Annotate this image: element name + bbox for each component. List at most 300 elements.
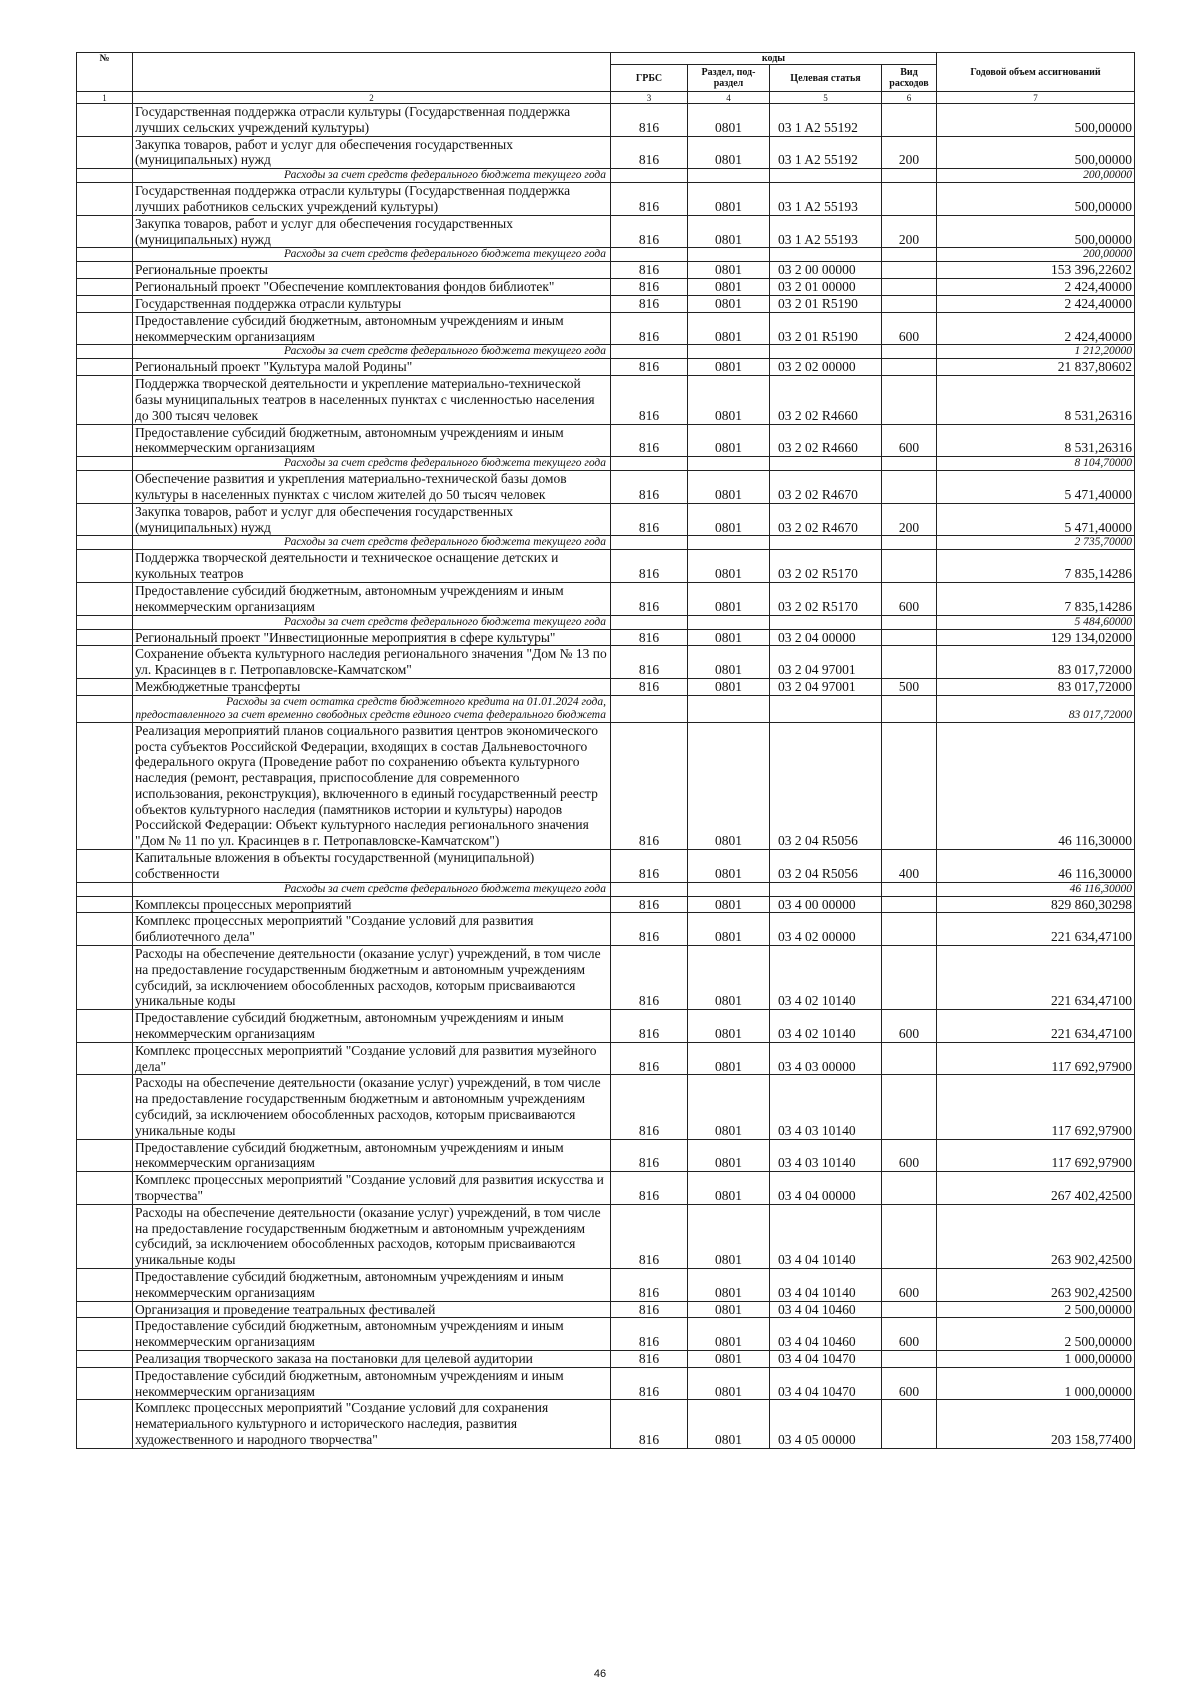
cell-name: Обеспечение развития и укрепления материально-технической базы домов культуры в населенных пунктах с числом жителей до 50 тысяч человек xyxy=(133,471,611,504)
cell-razdel: 0801 xyxy=(688,183,770,216)
cell-grbs: 816 xyxy=(611,1075,688,1139)
cell-name: Предоставление субсидий бюджетным, автономным учреждениям и иным некоммерческим организациям xyxy=(133,1010,611,1043)
cell-amount: 5 471,40000 xyxy=(937,471,1135,504)
cell-amount: 46 116,30000 xyxy=(937,882,1135,896)
cell-grbs: 816 xyxy=(611,1318,688,1351)
cell-name: Региональный проект "Инвестиционные мероприятия в сфере культуры" xyxy=(133,629,611,646)
cell-number xyxy=(77,279,133,296)
table-row xyxy=(77,104,1135,137)
cell-name: Комплексы процессных мероприятий xyxy=(133,896,611,913)
cell-amount: 263 902,42500 xyxy=(937,1204,1135,1268)
cell-razdel: 0801 xyxy=(688,1367,770,1400)
cell-name: Региональные проекты xyxy=(133,262,611,279)
table-row xyxy=(77,1400,1135,1448)
cell-grbs: 816 xyxy=(611,359,688,376)
cell-amount: 2 735,70000 xyxy=(937,536,1135,550)
cell-expense-type: 600 xyxy=(882,1318,937,1351)
cell-target-article: 03 4 02 00000 xyxy=(770,913,882,946)
cell-amount: 117 692,97900 xyxy=(937,1042,1135,1075)
cell-number xyxy=(77,345,133,359)
funding-note-row xyxy=(77,248,1135,262)
cell-razdel: 0801 xyxy=(688,582,770,615)
cell-name: Закупка товаров, работ и услуг для обеспечения государственных (муниципальных) нужд xyxy=(133,136,611,169)
cell-expense-type: 500 xyxy=(882,678,937,695)
cell-grbs: 816 xyxy=(611,1301,688,1318)
cell-expense-type: 600 xyxy=(882,1139,937,1172)
cell-target-article: 03 2 01 00000 xyxy=(770,279,882,296)
cell-target-article: 03 1 A2 55193 xyxy=(770,183,882,216)
cell-name: Предоставление субсидий бюджетным, автономным учреждениям и иным некоммерческим организациям xyxy=(133,582,611,615)
cell-target-article: 03 2 01 R5190 xyxy=(770,312,882,345)
cell-amount: 8 531,26316 xyxy=(937,376,1135,424)
cell-number xyxy=(77,629,133,646)
cell-razdel: 0801 xyxy=(688,262,770,279)
cell-name: Комплекс процессных мероприятий "Создание условий для развития искусства и творчества" xyxy=(133,1172,611,1205)
cell-grbs: 816 xyxy=(611,279,688,296)
cell-name: Предоставление субсидий бюджетным, автономным учреждениям и иным некоммерческим организациям xyxy=(133,424,611,457)
cell-name: Предоставление субсидий бюджетным, автономным учреждениям и иным некоммерческим организациям xyxy=(133,312,611,345)
cell-expense-type xyxy=(882,1172,937,1205)
cell-name: Расходы за счет средств федерального бюджета текущего года xyxy=(133,345,611,359)
cell-amount: 500,00000 xyxy=(937,136,1135,169)
cell-grbs xyxy=(611,536,688,550)
cell-name: Реализация творческого заказа на постановки для целевой аудитории xyxy=(133,1350,611,1367)
cell-amount: 500,00000 xyxy=(937,183,1135,216)
header-amount: Годовой объем ассигнований xyxy=(937,53,1135,92)
cell-amount: 153 396,22602 xyxy=(937,262,1135,279)
cell-expense-type xyxy=(882,248,937,262)
cell-number xyxy=(77,183,133,216)
cell-name: Реализация мероприятий планов социального развития центров экономического роста субъектов Российской Федерации, входящих в состав Дальневосточного федерального округа (Проведение работ по сохранению объекта культурного наследия (ремонт, реставрация, приспособление для современного использования, реконструкция), включенного в единый государственный реестр объектов культурного наследия (памятников истории и культуры) народов Российской Федерации: Объект культурного наследия регионального значения "Дом № 11 по ул. Красинцев в г. Петропавловске-Камчатском") xyxy=(133,722,611,849)
cell-number xyxy=(77,471,133,504)
cell-expense-type: 600 xyxy=(882,424,937,457)
cell-razdel: 0801 xyxy=(688,646,770,679)
cell-target-article: 03 2 01 R5190 xyxy=(770,295,882,312)
cell-razdel xyxy=(688,882,770,896)
cell-number xyxy=(77,424,133,457)
cell-grbs: 816 xyxy=(611,183,688,216)
cell-name: Поддержка творческой деятельности и укрепление материально-технической базы муниципальных театров в населенных пунктах с численностью населения до 300 тысяч человек xyxy=(133,376,611,424)
cell-number xyxy=(77,896,133,913)
cell-expense-type xyxy=(882,1075,937,1139)
cell-expense-type xyxy=(882,913,937,946)
cell-target-article: 03 2 00 00000 xyxy=(770,262,882,279)
cell-amount: 117 692,97900 xyxy=(937,1075,1135,1139)
table-body xyxy=(77,104,1135,1449)
cell-number xyxy=(77,536,133,550)
funding-note-row xyxy=(77,536,1135,550)
cell-name: Комплекс процессных мероприятий "Создание условий для развития библиотечного дела" xyxy=(133,913,611,946)
cell-expense-type xyxy=(882,279,937,296)
table-row xyxy=(77,279,1135,296)
cell-razdel xyxy=(688,536,770,550)
cell-name: Предоставление субсидий бюджетным, автономным учреждениям и иным некоммерческим организациям xyxy=(133,1318,611,1351)
header-row-top xyxy=(77,53,1135,65)
cell-expense-type xyxy=(882,1042,937,1075)
cell-grbs: 816 xyxy=(611,503,688,536)
cell-number xyxy=(77,615,133,629)
col-number-1: 1 xyxy=(77,92,133,104)
cell-name: Расходы на обеспечение деятельности (оказание услуг) учреждений, в том числе на предоставление государственным бюджетным и автономным учреждениям субсидий, за исключением обособленных расходов, которым присваиваются уникальные коды xyxy=(133,1204,611,1268)
cell-name: Расходы на обеспечение деятельности (оказание услуг) учреждений, в том числе на предоставление государственным бюджетным и автономным учреждениям субсидий, за исключением обособленных расходов, которым присваиваются уникальные коды xyxy=(133,946,611,1010)
cell-expense-type: 200 xyxy=(882,136,937,169)
col-number-2: 2 xyxy=(133,92,611,104)
funding-note-row xyxy=(77,882,1135,896)
cell-grbs: 816 xyxy=(611,1269,688,1302)
cell-name: Расходы за счет средств федерального бюджета текущего года xyxy=(133,615,611,629)
funding-note-row xyxy=(77,615,1135,629)
cell-grbs: 816 xyxy=(611,295,688,312)
cell-target-article: 03 4 04 10470 xyxy=(770,1367,882,1400)
cell-grbs: 816 xyxy=(611,104,688,137)
cell-grbs xyxy=(611,169,688,183)
cell-target-article xyxy=(770,345,882,359)
cell-expense-type: 200 xyxy=(882,503,937,536)
cell-amount: 221 634,47100 xyxy=(937,913,1135,946)
cell-target-article xyxy=(770,882,882,896)
table-row xyxy=(77,850,1135,883)
table-row xyxy=(77,424,1135,457)
col-number-3: 3 xyxy=(611,92,688,104)
cell-grbs: 816 xyxy=(611,312,688,345)
cell-expense-type xyxy=(882,295,937,312)
cell-expense-type xyxy=(882,615,937,629)
cell-name: Организация и проведение театральных фестивалей xyxy=(133,1301,611,1318)
cell-razdel xyxy=(688,345,770,359)
cell-number xyxy=(77,457,133,471)
cell-number xyxy=(77,1042,133,1075)
col-number-6: 6 xyxy=(882,92,937,104)
cell-grbs: 816 xyxy=(611,1010,688,1043)
cell-grbs: 816 xyxy=(611,215,688,248)
cell-amount: 500,00000 xyxy=(937,104,1135,137)
cell-amount: 1 212,20000 xyxy=(937,345,1135,359)
cell-number xyxy=(77,104,133,137)
cell-target-article: 03 2 02 R5170 xyxy=(770,550,882,583)
cell-target-article: 03 4 04 10140 xyxy=(770,1269,882,1302)
cell-expense-type xyxy=(882,1204,937,1268)
cell-amount: 829 860,30298 xyxy=(937,896,1135,913)
col-number-7: 7 xyxy=(937,92,1135,104)
header-grbs: ГРБС xyxy=(611,65,688,92)
cell-amount: 2 500,00000 xyxy=(937,1318,1135,1351)
cell-grbs: 816 xyxy=(611,1139,688,1172)
cell-grbs: 816 xyxy=(611,471,688,504)
cell-name: Региональный проект "Культура малой Родины" xyxy=(133,359,611,376)
cell-razdel: 0801 xyxy=(688,1400,770,1448)
header-codes: коды xyxy=(611,53,937,65)
cell-razdel: 0801 xyxy=(688,1075,770,1139)
cell-expense-type xyxy=(882,896,937,913)
cell-target-article: 03 2 02 00000 xyxy=(770,359,882,376)
cell-grbs: 816 xyxy=(611,913,688,946)
cell-amount: 5 471,40000 xyxy=(937,503,1135,536)
cell-grbs: 816 xyxy=(611,850,688,883)
header-razdel: Раздел, под-раздел xyxy=(688,65,770,92)
cell-razdel xyxy=(688,615,770,629)
table-row xyxy=(77,1139,1135,1172)
cell-number xyxy=(77,262,133,279)
cell-amount: 129 134,02000 xyxy=(937,629,1135,646)
cell-target-article: 03 2 02 R5170 xyxy=(770,582,882,615)
cell-grbs: 816 xyxy=(611,424,688,457)
cell-target-article: 03 2 02 R4660 xyxy=(770,424,882,457)
cell-grbs xyxy=(611,695,688,722)
cell-razdel: 0801 xyxy=(688,503,770,536)
budget-table xyxy=(76,52,1135,1449)
cell-name: Расходы за счет средств федерального бюджета текущего года xyxy=(133,882,611,896)
cell-name: Комплекс процессных мероприятий "Создание условий для сохранения нематериального культурного и исторического наследия, развития художественного и народного творчества" xyxy=(133,1400,611,1448)
cell-expense-type: 600 xyxy=(882,1010,937,1043)
cell-amount: 21 837,80602 xyxy=(937,359,1135,376)
cell-grbs: 816 xyxy=(611,1042,688,1075)
table-row xyxy=(77,1042,1135,1075)
cell-razdel xyxy=(688,695,770,722)
cell-name: Межбюджетные трансферты xyxy=(133,678,611,695)
cell-number xyxy=(77,136,133,169)
cell-name: Предоставление субсидий бюджетным, автономным учреждениям и иным некоммерческим организациям xyxy=(133,1269,611,1302)
cell-expense-type xyxy=(882,457,937,471)
cell-razdel: 0801 xyxy=(688,376,770,424)
cell-name: Поддержка творческой деятельности и техническое оснащение детских и кукольных театров xyxy=(133,550,611,583)
cell-name: Капитальные вложения в объекты государственной (муниципальной) собственности xyxy=(133,850,611,883)
cell-number xyxy=(77,722,133,849)
cell-razdel: 0801 xyxy=(688,722,770,849)
cell-number xyxy=(77,695,133,722)
table-row xyxy=(77,896,1135,913)
cell-razdel: 0801 xyxy=(688,424,770,457)
cell-amount: 263 902,42500 xyxy=(937,1269,1135,1302)
cell-expense-type xyxy=(882,104,937,137)
cell-target-article: 03 2 04 97001 xyxy=(770,646,882,679)
cell-grbs: 816 xyxy=(611,550,688,583)
table-row xyxy=(77,646,1135,679)
table-row xyxy=(77,582,1135,615)
cell-grbs: 816 xyxy=(611,678,688,695)
cell-razdel: 0801 xyxy=(688,1139,770,1172)
cell-amount: 8 531,26316 xyxy=(937,424,1135,457)
table-row xyxy=(77,1172,1135,1205)
cell-amount: 2 500,00000 xyxy=(937,1301,1135,1318)
cell-expense-type xyxy=(882,629,937,646)
cell-expense-type: 600 xyxy=(882,582,937,615)
cell-grbs xyxy=(611,615,688,629)
cell-target-article: 03 1 A2 55192 xyxy=(770,136,882,169)
cell-amount: 117 692,97900 xyxy=(937,1139,1135,1172)
cell-target-article: 03 4 03 10140 xyxy=(770,1139,882,1172)
cell-name: Расходы за счет средств федерального бюджета текущего года xyxy=(133,248,611,262)
cell-grbs: 816 xyxy=(611,896,688,913)
funding-note-row xyxy=(77,169,1135,183)
cell-name: Региональный проект "Обеспечение комплектования фондов библиотек" xyxy=(133,279,611,296)
cell-razdel: 0801 xyxy=(688,312,770,345)
cell-razdel: 0801 xyxy=(688,913,770,946)
col-number-4: 4 xyxy=(688,92,770,104)
cell-grbs: 816 xyxy=(611,582,688,615)
cell-name: Комплекс процессных мероприятий "Создание условий для развития музейного дела" xyxy=(133,1042,611,1075)
funding-note-row xyxy=(77,457,1135,471)
cell-expense-type xyxy=(882,722,937,849)
table-row xyxy=(77,1269,1135,1302)
cell-amount: 200,00000 xyxy=(937,169,1135,183)
cell-amount: 200,00000 xyxy=(937,248,1135,262)
cell-number xyxy=(77,1172,133,1205)
table-row xyxy=(77,1318,1135,1351)
table-row xyxy=(77,722,1135,849)
cell-target-article: 03 1 A2 55193 xyxy=(770,215,882,248)
cell-name: Предоставление субсидий бюджетным, автономным учреждениям и иным некоммерческим организациям xyxy=(133,1367,611,1400)
header-numbering-row xyxy=(77,92,1135,104)
table-row xyxy=(77,376,1135,424)
cell-amount: 7 835,14286 xyxy=(937,550,1135,583)
cell-number xyxy=(77,678,133,695)
cell-grbs: 816 xyxy=(611,722,688,849)
cell-amount: 46 116,30000 xyxy=(937,722,1135,849)
cell-razdel xyxy=(688,169,770,183)
cell-name: Расходы на обеспечение деятельности (оказание услуг) учреждений, в том числе на предоставление государственным бюджетным и автономным учреждениям субсидий, за исключением обособленных расходов, которым присваиваются уникальные коды xyxy=(133,1075,611,1139)
table-row xyxy=(77,913,1135,946)
cell-expense-type xyxy=(882,1400,937,1448)
cell-expense-type xyxy=(882,169,937,183)
cell-target-article: 03 4 04 10460 xyxy=(770,1318,882,1351)
cell-target-article: 03 2 02 R4670 xyxy=(770,471,882,504)
cell-number xyxy=(77,646,133,679)
cell-target-article: 03 4 03 00000 xyxy=(770,1042,882,1075)
cell-target-article: 03 4 02 10140 xyxy=(770,946,882,1010)
cell-number xyxy=(77,1139,133,1172)
cell-expense-type xyxy=(882,376,937,424)
cell-target-article: 03 4 03 10140 xyxy=(770,1075,882,1139)
cell-number xyxy=(77,295,133,312)
header-vid: Вид расходов xyxy=(882,65,937,92)
cell-number xyxy=(77,169,133,183)
cell-expense-type xyxy=(882,695,937,722)
cell-number xyxy=(77,946,133,1010)
cell-expense-type xyxy=(882,1350,937,1367)
cell-amount: 267 402,42500 xyxy=(937,1172,1135,1205)
cell-razdel: 0801 xyxy=(688,678,770,695)
cell-number xyxy=(77,913,133,946)
cell-number xyxy=(77,215,133,248)
cell-name: Государственная поддержка отрасли культуры (Государственная поддержка лучших сельских учреждений культуры) xyxy=(133,104,611,137)
cell-grbs: 816 xyxy=(611,629,688,646)
header-name xyxy=(133,53,611,92)
cell-razdel: 0801 xyxy=(688,629,770,646)
cell-target-article: 03 4 04 10460 xyxy=(770,1301,882,1318)
cell-target-article xyxy=(770,615,882,629)
cell-razdel: 0801 xyxy=(688,215,770,248)
table-row xyxy=(77,262,1135,279)
cell-expense-type xyxy=(882,646,937,679)
cell-razdel: 0801 xyxy=(688,1204,770,1268)
cell-expense-type xyxy=(882,550,937,583)
table-row xyxy=(77,1010,1135,1043)
budget-table-sheet xyxy=(76,52,1134,1449)
cell-expense-type xyxy=(882,345,937,359)
cell-target-article: 03 1 A2 55192 xyxy=(770,104,882,137)
cell-target-article: 03 4 05 00000 xyxy=(770,1400,882,1448)
cell-target-article: 03 2 04 00000 xyxy=(770,629,882,646)
cell-expense-type xyxy=(882,359,937,376)
cell-number xyxy=(77,1400,133,1448)
cell-number xyxy=(77,359,133,376)
cell-number xyxy=(77,248,133,262)
cell-name: Сохранение объекта культурного наследия регионального значения "Дом № 13 по ул. Красинцев в г. Петропавловске-Камчатском" xyxy=(133,646,611,679)
cell-expense-type: 200 xyxy=(882,215,937,248)
cell-number xyxy=(77,1204,133,1268)
cell-expense-type xyxy=(882,946,937,1010)
cell-target-article: 03 2 04 R5056 xyxy=(770,722,882,849)
cell-name: Государственная поддержка отрасли культуры xyxy=(133,295,611,312)
cell-razdel: 0801 xyxy=(688,136,770,169)
cell-number xyxy=(77,1350,133,1367)
cell-razdel: 0801 xyxy=(688,896,770,913)
cell-name: Расходы за счет средств федерального бюджета текущего года xyxy=(133,169,611,183)
cell-target-article xyxy=(770,457,882,471)
cell-number xyxy=(77,850,133,883)
cell-expense-type xyxy=(882,183,937,216)
cell-name: Расходы за счет средств федерального бюджета текущего года xyxy=(133,536,611,550)
cell-name: Закупка товаров, работ и услуг для обеспечения государственных (муниципальных) нужд xyxy=(133,503,611,536)
cell-grbs xyxy=(611,248,688,262)
table-row xyxy=(77,678,1135,695)
table-row xyxy=(77,136,1135,169)
cell-amount: 2 424,40000 xyxy=(937,312,1135,345)
header-number: № xyxy=(77,53,133,92)
cell-target-article xyxy=(770,695,882,722)
table-row xyxy=(77,312,1135,345)
cell-target-article xyxy=(770,169,882,183)
cell-razdel: 0801 xyxy=(688,1350,770,1367)
cell-name: Государственная поддержка отрасли культуры (Государственная поддержка лучших работников сельских учреждений культуры) xyxy=(133,183,611,216)
cell-razdel xyxy=(688,457,770,471)
cell-target-article: 03 4 04 00000 xyxy=(770,1172,882,1205)
page-number: 46 xyxy=(593,1668,607,1680)
cell-expense-type: 600 xyxy=(882,1367,937,1400)
cell-grbs: 816 xyxy=(611,136,688,169)
cell-razdel: 0801 xyxy=(688,1269,770,1302)
cell-amount: 500,00000 xyxy=(937,215,1135,248)
cell-razdel: 0801 xyxy=(688,1010,770,1043)
cell-amount: 8 104,70000 xyxy=(937,457,1135,471)
cell-grbs: 816 xyxy=(611,376,688,424)
table-row xyxy=(77,215,1135,248)
cell-grbs: 816 xyxy=(611,1172,688,1205)
table-row xyxy=(77,1204,1135,1268)
cell-number xyxy=(77,503,133,536)
cell-amount: 2 424,40000 xyxy=(937,295,1135,312)
table-row xyxy=(77,629,1135,646)
cell-number xyxy=(77,1367,133,1400)
table-row xyxy=(77,503,1135,536)
cell-name: Расходы за счет остатка средств бюджетного кредита на 01.01.2024 года, предоставленного за счет временно свободных средств единого счета федерального бюджета xyxy=(133,695,611,722)
cell-expense-type: 400 xyxy=(882,850,937,883)
table-row xyxy=(77,1075,1135,1139)
cell-number xyxy=(77,376,133,424)
table-row xyxy=(77,359,1135,376)
cell-grbs: 816 xyxy=(611,1204,688,1268)
cell-amount: 83 017,72000 xyxy=(937,646,1135,679)
funding-note-row xyxy=(77,695,1135,722)
cell-grbs xyxy=(611,457,688,471)
cell-target-article: 03 4 04 10140 xyxy=(770,1204,882,1268)
cell-razdel: 0801 xyxy=(688,279,770,296)
table-row xyxy=(77,183,1135,216)
cell-expense-type xyxy=(882,471,937,504)
cell-expense-type xyxy=(882,536,937,550)
cell-target-article xyxy=(770,536,882,550)
cell-razdel: 0801 xyxy=(688,946,770,1010)
